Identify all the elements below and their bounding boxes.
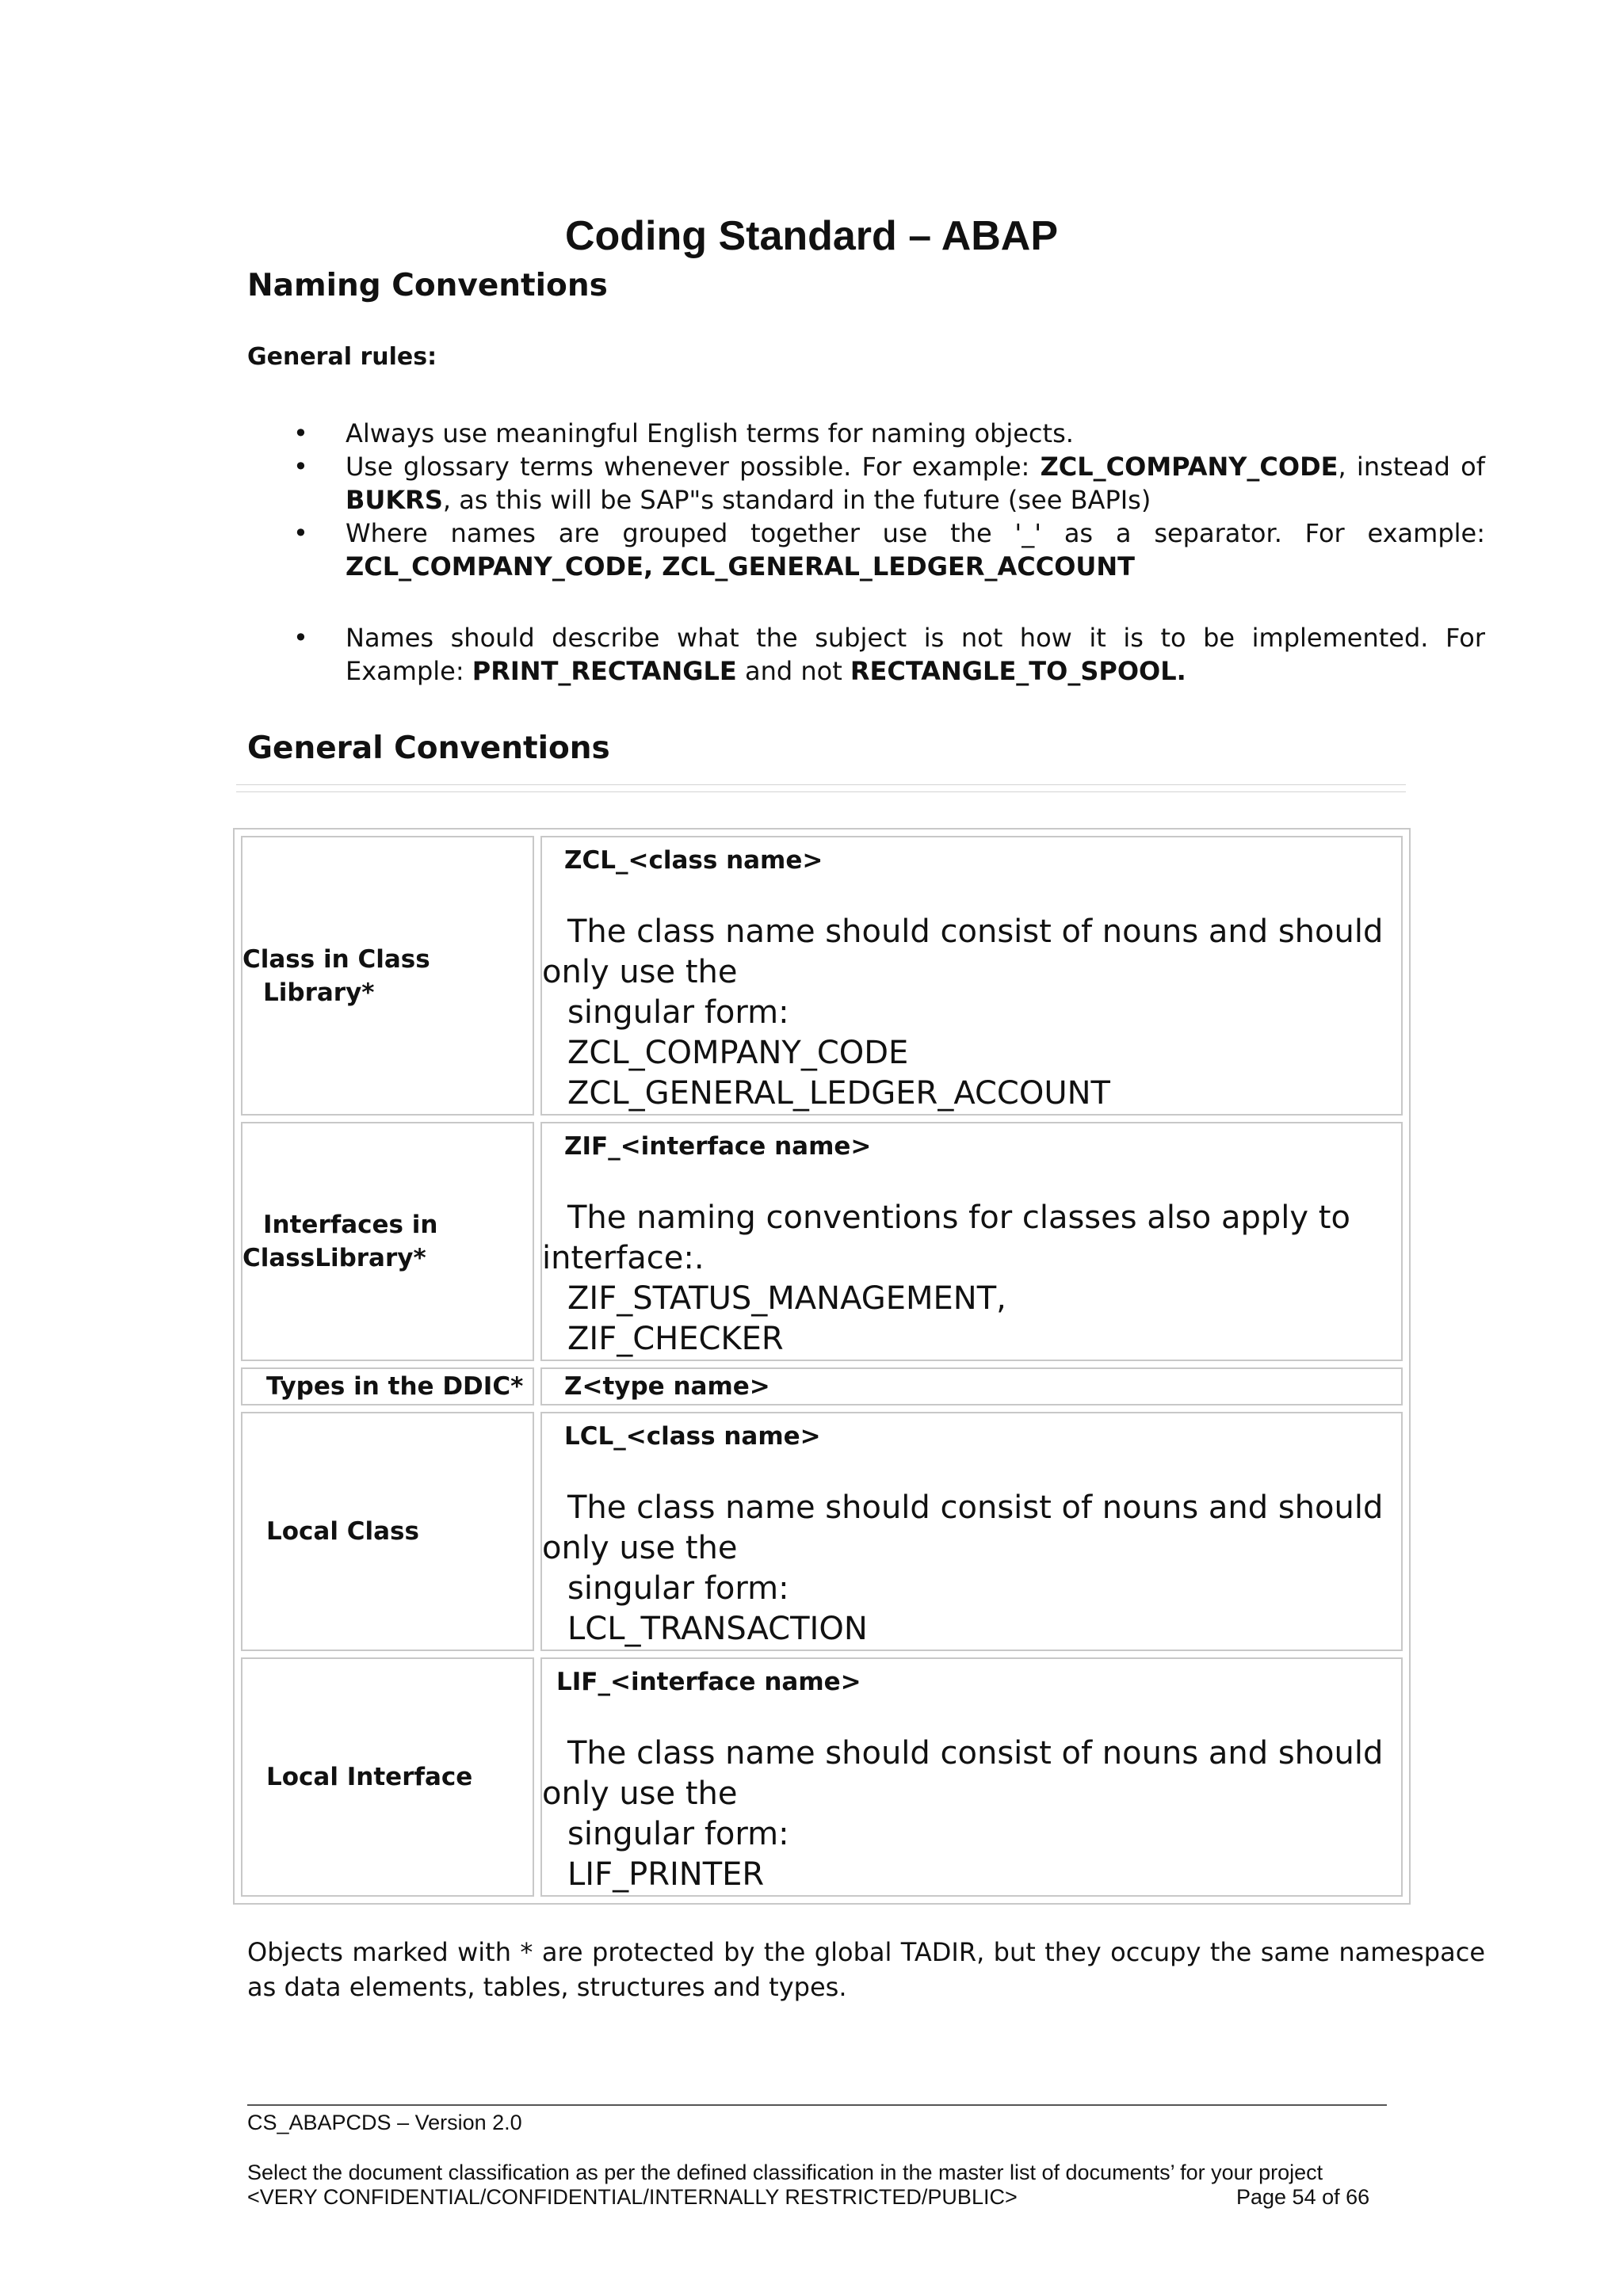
object-type-label-text: Interfaces in ClassLibrary* bbox=[242, 1211, 438, 1272]
naming-pattern: ZIF_<interface name> bbox=[564, 1132, 872, 1161]
rule-example-bold: RECTANGLE_TO_SPOOL. bbox=[850, 656, 1186, 686]
page-number: Page 54 of 66 bbox=[1236, 2185, 1370, 2209]
description-line: singular form: bbox=[567, 1816, 789, 1852]
general-rules-list bbox=[247, 417, 1485, 688]
object-type-cell bbox=[241, 1657, 534, 1897]
rule-text: and not bbox=[736, 656, 850, 686]
convention-description bbox=[542, 1733, 1401, 1895]
naming-pattern: ZCL_<class name> bbox=[564, 846, 823, 875]
footer-classification-values: <VERY CONFIDENTIAL/CONFIDENTIAL/INTERNALLY RESTRICTED/PUBLIC> bbox=[247, 2185, 1018, 2209]
rule-text: Use glossary terms whenever possible. For example: bbox=[346, 452, 1041, 482]
example-name: ZCL_GENERAL_LEDGER_ACCOUNT bbox=[567, 1075, 1110, 1112]
naming-conventions-heading: Naming Conventions bbox=[247, 268, 608, 303]
example-name: LIF_PRINTER bbox=[567, 1856, 765, 1893]
description-line: The class name should consist of nouns and should bbox=[567, 913, 1384, 950]
object-type-label: Local Class bbox=[266, 1517, 419, 1546]
rule-text: , as this will be SAP"s standard in the future (see BAPIs) bbox=[442, 485, 1151, 515]
convention-cell bbox=[540, 836, 1403, 1116]
footer-divider bbox=[247, 2104, 1387, 2106]
rule-text: Names should describe what the subject is not how it is to be implemented. For Example: bbox=[346, 623, 1485, 686]
description-line: The class name should consist of nouns and should bbox=[567, 1735, 1384, 1772]
rule-item bbox=[247, 517, 1485, 583]
description-line: only use the bbox=[542, 1775, 738, 1812]
table-row bbox=[241, 1367, 1403, 1405]
naming-pattern: Z<type name> bbox=[564, 1372, 770, 1401]
rule-item bbox=[247, 450, 1485, 517]
description-line: only use the bbox=[542, 954, 738, 990]
tadir-note: Objects marked with * are protected by the global TADIR, but they occupy the same namespace as data elements, tables, structures and types. bbox=[247, 1937, 1485, 2002]
convention-description bbox=[542, 1488, 1401, 1650]
table-row bbox=[241, 1657, 1403, 1897]
general-conventions-heading: General Conventions bbox=[247, 730, 610, 766]
convention-cell bbox=[540, 1367, 1403, 1405]
description-line: singular form: bbox=[567, 1570, 789, 1607]
description-line: The naming conventions for classes also apply to bbox=[567, 1199, 1350, 1236]
convention-cell bbox=[540, 1412, 1403, 1651]
object-type-label bbox=[242, 1208, 533, 1275]
table-row bbox=[241, 836, 1403, 1116]
description-line: interface:. bbox=[542, 1240, 705, 1276]
object-type-label: Local Interface bbox=[266, 1763, 473, 1791]
convention-description bbox=[542, 1198, 1401, 1360]
example-name: LCL_TRANSACTION bbox=[567, 1611, 868, 1647]
object-type-cell bbox=[241, 1122, 534, 1361]
table-row bbox=[241, 1412, 1403, 1651]
object-type-cell bbox=[241, 836, 534, 1116]
naming-pattern: LIF_<interface name> bbox=[556, 1668, 861, 1696]
rule-example-bold: PRINT_RECTANGLE bbox=[472, 656, 737, 686]
document-title: Coding Standard – ABAP bbox=[564, 213, 1059, 259]
rule-item bbox=[247, 417, 1485, 450]
description-line: singular form: bbox=[567, 994, 789, 1031]
description-line: only use the bbox=[542, 1530, 738, 1566]
example-name: ZIF_STATUS_MANAGEMENT, bbox=[567, 1280, 1006, 1317]
rule-text: , instead of bbox=[1338, 452, 1486, 482]
rule-example-bold: BUKRS bbox=[346, 485, 443, 515]
object-type-cell bbox=[241, 1367, 534, 1405]
section-divider bbox=[236, 784, 1406, 792]
naming-pattern: LCL_<class name> bbox=[564, 1422, 821, 1451]
general-rules-subheading: General rules: bbox=[247, 343, 437, 371]
object-type-label: Class in Class Library* bbox=[242, 944, 430, 1007]
object-type-cell bbox=[241, 1412, 534, 1651]
convention-cell bbox=[540, 1657, 1403, 1897]
rule-text: Where names are grouped together use the '_' as a separator. For example: bbox=[346, 518, 1485, 548]
example-name: ZIF_CHECKER bbox=[567, 1321, 784, 1357]
object-type-label: Types in the DDIC* bbox=[266, 1372, 524, 1401]
rule-text: Always use meaningful English terms for naming objects. bbox=[346, 418, 1074, 448]
example-name: ZCL_COMPANY_CODE bbox=[567, 1035, 909, 1071]
convention-description bbox=[542, 912, 1401, 1114]
conventions-table bbox=[233, 828, 1411, 1905]
footer-classification-instruction: Select the document classification as per the defined classification in the master list of documents’ for your project bbox=[247, 2161, 1323, 2184]
rule-example-bold: ZCL_COMPANY_CODE, ZCL_GENERAL_LEDGER_ACCOUNT bbox=[346, 551, 1135, 582]
convention-cell bbox=[540, 1122, 1403, 1361]
rule-example-bold: ZCL_COMPANY_CODE bbox=[1040, 452, 1338, 482]
rule-item bbox=[247, 621, 1485, 688]
table-row bbox=[241, 1122, 1403, 1361]
description-line: The class name should consist of nouns and should bbox=[567, 1489, 1384, 1526]
footer-version: CS_ABAPCDS – Version 2.0 bbox=[247, 2111, 522, 2134]
